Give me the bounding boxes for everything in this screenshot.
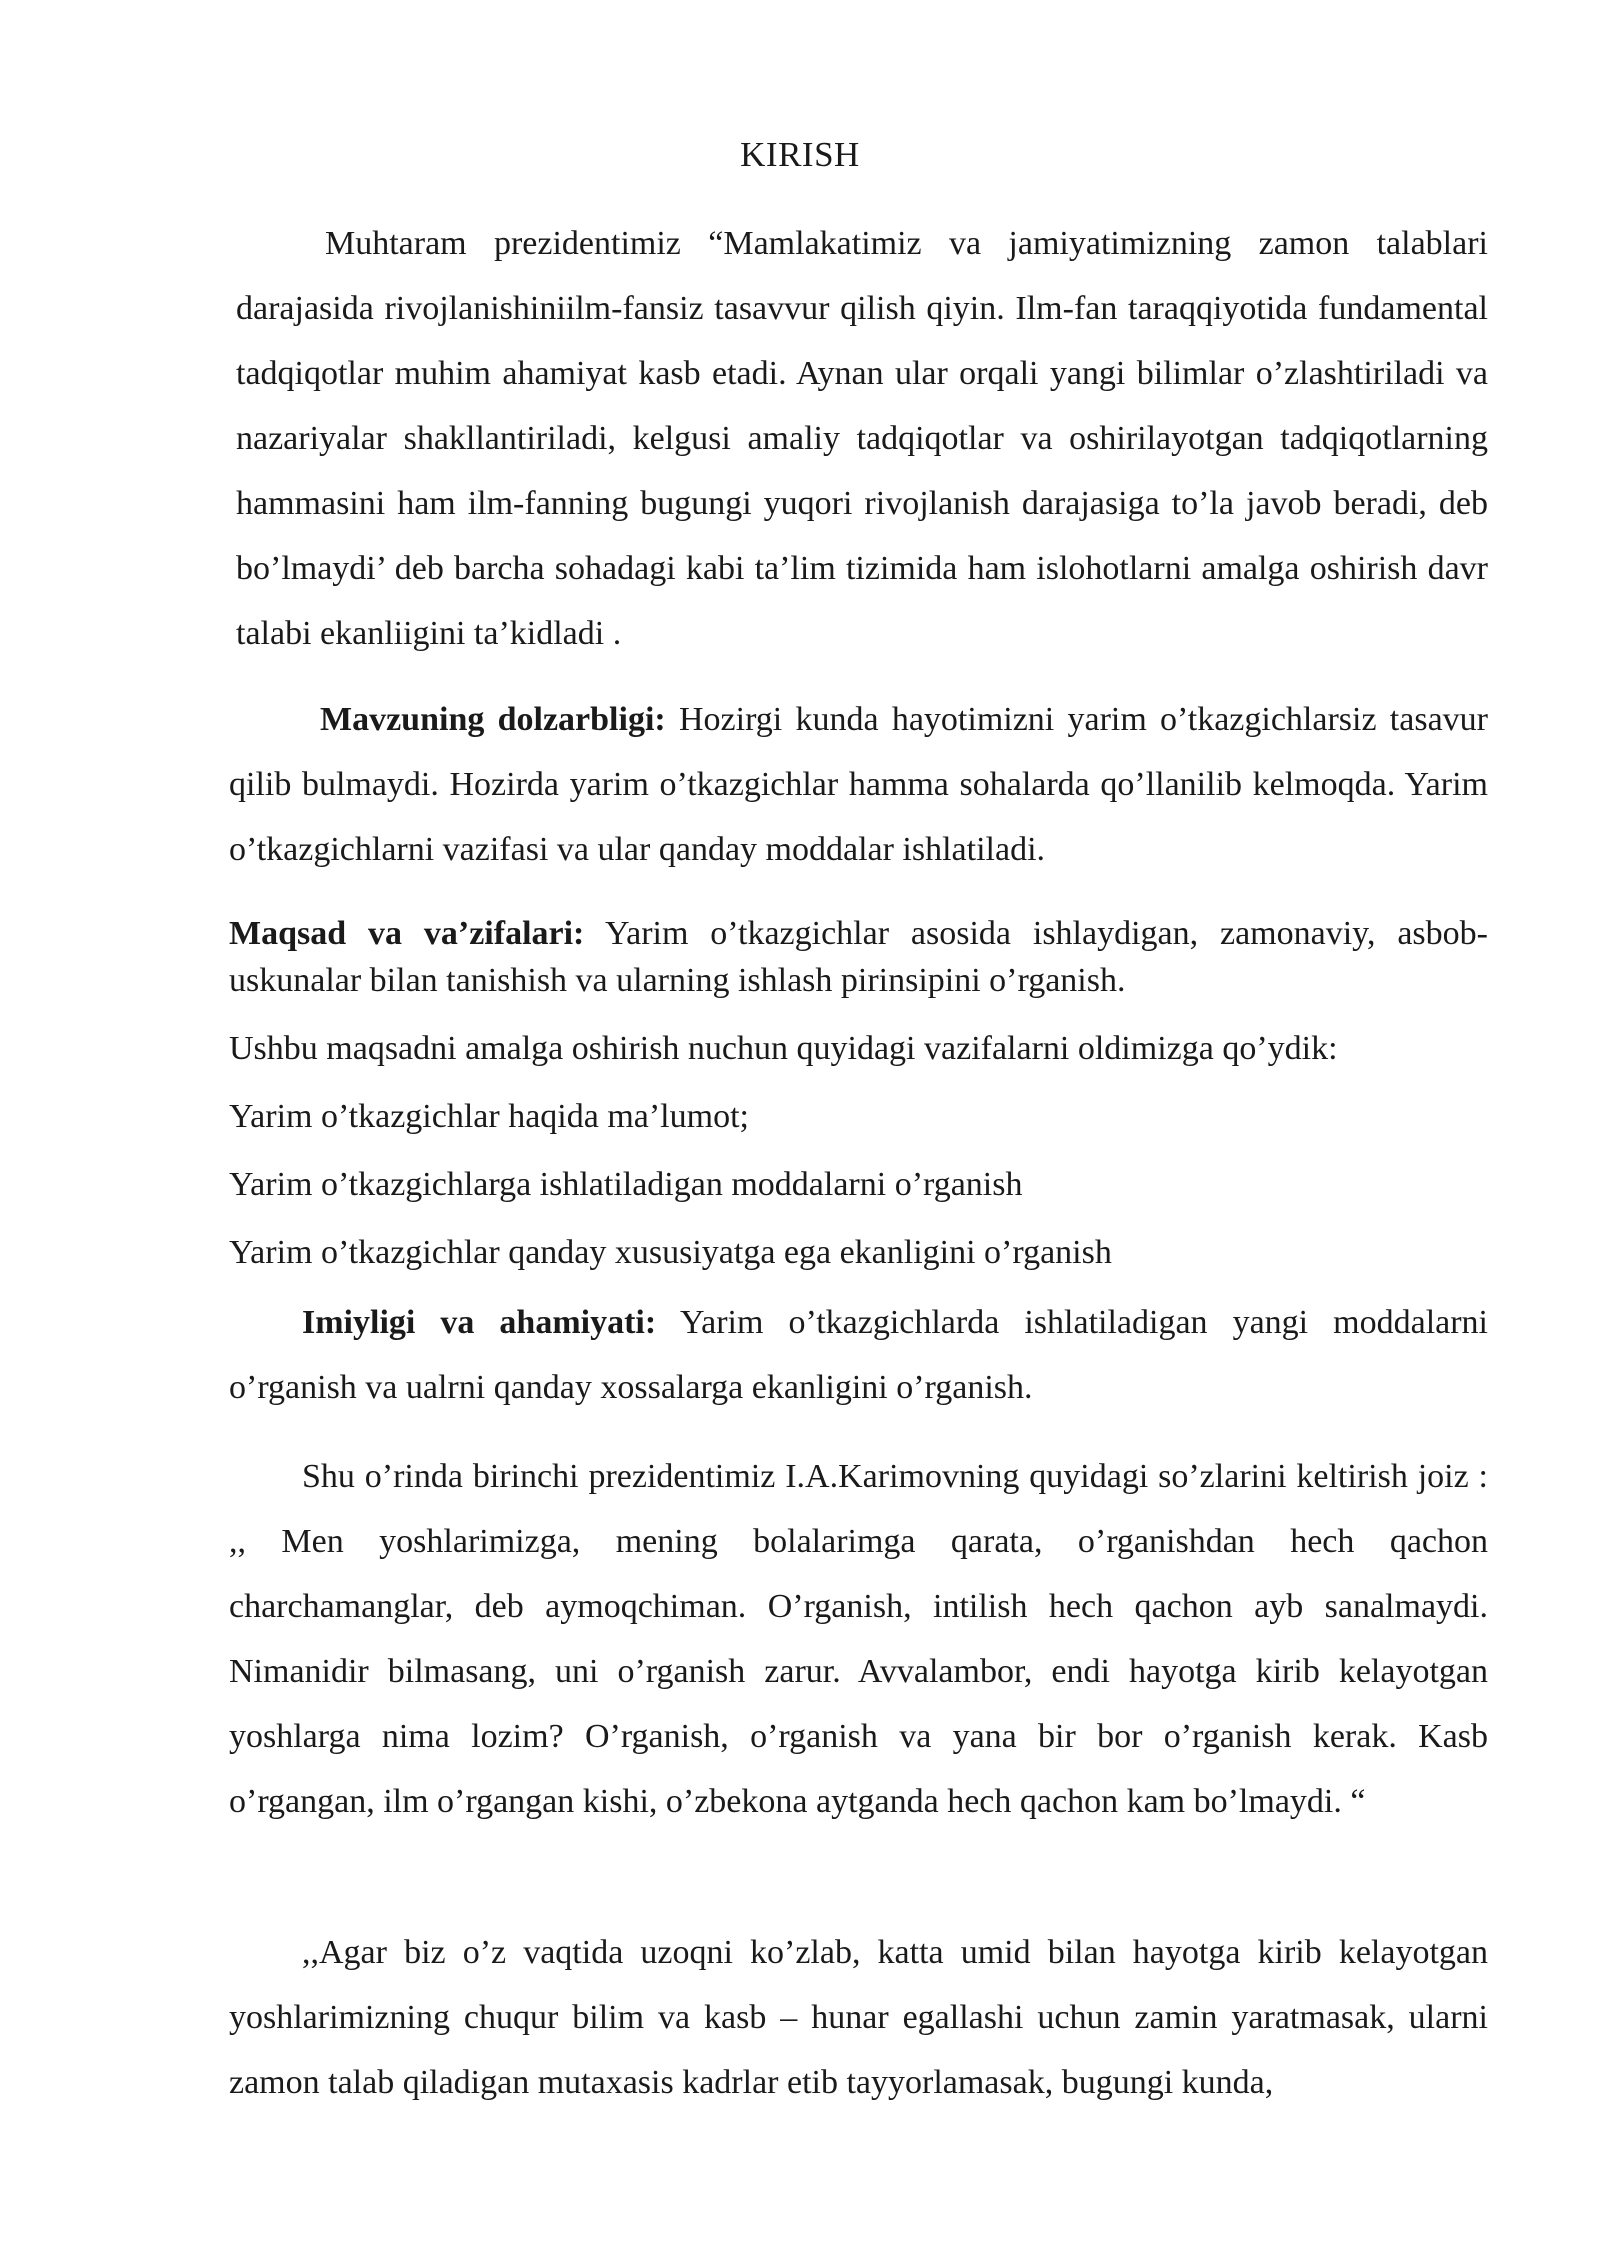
quote-paragraph-1 <box>229 1444 1488 1834</box>
goals-label: Maqsad va va’zifalari: <box>229 915 585 952</box>
importance-text: Yarim o’tkazgichlarda ishlatiladigan yangi moddalarni o’rganish va ualrni qanday xossalarga ekanligini o’rganish. <box>229 1304 1488 1406</box>
task-item-1: Yarim o’tkazgichlar haqida ma’lumot; <box>229 1098 749 1135</box>
intro-paragraph <box>236 211 1488 666</box>
importance-label: Imiyligi va ahamiyati: <box>302 1304 657 1341</box>
relevance-paragraph <box>229 687 1488 882</box>
quote-paragraph-2 <box>229 1920 1488 2115</box>
goals-paragraph <box>229 910 1488 1004</box>
quote-1-text: Shu o’rinda birinchi prezidentimiz I.A.Karimovning quyidagi so’zlarini keltirish joiz : ,, Men yoshlarimizga, mening bolalarimga qarata, o’rganishdan hech qachon charchamanglar, deb aymoqchiman. O’rganish, intilish hech qachon ayb sanalmaydi. Nimanidir bilmasang, uni o’rganish zarur. Avvalambor, endi hayotga kirib kelayotgan yoshlarga nima lozim? O’rganish, o’rganish va yana bir bor o’rganish kerak. Kasb o’rgangan, ilm o’rgangan kishi, o’zbekona aytganda hech qachon kam bo’lmaydi. “ <box>229 1458 1488 1820</box>
relevance-label: Mavzuning dolzarbligi: <box>320 701 666 738</box>
page-title: KIRISH <box>740 135 860 174</box>
quote-2-text: ,,Agar biz o’z vaqtida uzoqni ko’zlab, katta umid bilan hayotga kirib kelayotgan yoshlarimizning chuqur bilim va kasb – hunar egallashi uchun zamin yaratmasak, ularni zamon talab qiladigan mutaxasis kadrlar etib tayyorlamasak, bugungi kunda, <box>229 1934 1488 2101</box>
relevance-text: Hozirgi kunda hayotimizni yarim o’tkazgichlarsiz tasavur qilib bulmaydi. Hozirda yarim o’tkazgichlar hamma sohalarda qo’llanilib kelmoqda. Yarim o’tkazgichlarni vazifasi va ular qanday moddalar ishlatiladi. <box>229 701 1488 868</box>
goals-text: Yarim o’tkazgichlar asosida ishlaydigan, zamonaviy, asbob-uskunalar bilan tanishish va ularning ishlash pirinsipini o’rganish. <box>229 915 1488 999</box>
task-item-2: Yarim o’tkazgichlarga ishlatiladigan moddalarni o’rganish <box>229 1166 1023 1203</box>
tasks-intro: Ushbu maqsadni amalga oshirish nuchun quyidagi vazifalarni oldimizga qo’ydik: <box>229 1030 1338 1067</box>
importance-paragraph <box>229 1290 1488 1420</box>
intro-text: Muhtaram prezidentimiz “Mamlakatimiz va jamiyatimizning zamon talablari darajasida rivojlanishiniilm-fansiz tasavvur qilish qiyin. Ilm-fan taraqqiyotida fundamental tadqiqotlar muhim ahamiyat kasb etadi. Aynan ular orqali yangi bilimlar o’zlashtiriladi va nazariyalar shakllantiriladi, kelgusi amaliy tadqiqotlar va oshirilayotgan tadqiqotlarning hammasini ham ilm-fanning bugungi yuqori rivojlanish darajasiga to’la javob beradi, deb bo’lmaydi’ deb barcha sohadagi kabi ta’lim tizimida ham islohotlarni amalga oshirish davr talabi ekanliigini ta’kidladi . <box>236 225 1488 652</box>
task-item-3: Yarim o’tkazgichlar qanday xususiyatga ega ekanligini o’rganish <box>229 1234 1112 1271</box>
